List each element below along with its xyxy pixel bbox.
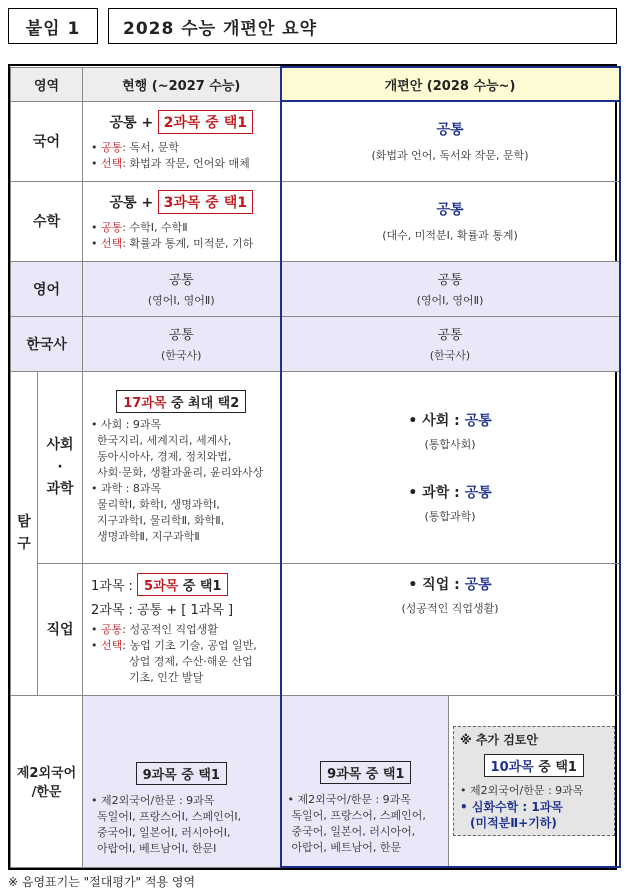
soc-line-2: 동아시아사, 경제, 정치와법, (97, 449, 232, 463)
job1-box: 5과목 (144, 578, 179, 594)
math-c-label: 공통 (101, 221, 123, 234)
new-sci-s: (통합과학) (424, 510, 476, 523)
area-inquiry (11, 371, 38, 695)
area-korean: 국어 (11, 101, 83, 181)
math-new-sub: (대수, 미적분Ⅰ, 확률과 통계) (382, 229, 518, 242)
add-box-a: 10과목 (490, 759, 534, 775)
lang-add (449, 695, 620, 867)
korean-new-title: 공통 (436, 122, 464, 139)
new-sci-a: • 과학 : (408, 485, 465, 501)
sub-socsci-c: 과학 (46, 481, 74, 497)
math-cur-box: 3과목 중 택1 (158, 190, 253, 214)
lang-cur-l2: 중국어Ⅰ, 일본어Ⅰ, 러시아어Ⅰ, (97, 825, 231, 839)
korean-c: : 독서, 문학 (122, 141, 179, 154)
job-s3: 기초, 인간 발달 (129, 670, 204, 684)
new-soc-s: (통합사회) (424, 438, 476, 451)
soc-line-1: 한국지리, 세계지리, 세계사, (97, 433, 232, 447)
row-math (11, 181, 620, 261)
lang-cur-l1: 독일어Ⅰ, 프랑스어Ⅰ, 스페인어Ⅰ, (97, 809, 242, 823)
job-s-label: 선택 (101, 638, 123, 652)
col-area: 영역 (11, 67, 83, 101)
job-s: : 농업 기초 기술, 공업 일반, (122, 638, 257, 652)
row-history (11, 316, 620, 371)
lang-new (281, 695, 449, 867)
korean-s-label: 선택 (101, 157, 123, 170)
math-new (281, 181, 620, 261)
lang-new-l2: 중국어, 일본어, 러시아어, (291, 825, 416, 838)
lang-cur-h: • 제2외국어/한문 : 9과목 (91, 793, 215, 807)
lang-new-l3: 아랍어, 베트남어, 한문 (291, 841, 402, 854)
area-history: 한국사 (11, 316, 83, 371)
col-new: 개편안 (2028 수능~) (281, 67, 620, 101)
korean-s: : 화법과 작문, 언어와 매체 (122, 157, 250, 170)
math-new-title: 공통 (436, 202, 464, 218)
summary-table (8, 64, 617, 870)
add-box-b: 중 택1 (533, 759, 577, 775)
english-cur-s: (영어Ⅰ, 영어Ⅱ) (147, 294, 215, 307)
new-job-s: (성공적인 직업생활) (401, 601, 499, 615)
math-s: : 확률과 통계, 미적분, 기하 (122, 237, 254, 250)
area-english: 영어 (11, 261, 83, 316)
row-inquiry-socsci (11, 371, 620, 563)
english-new-t: 공통 (437, 273, 463, 288)
new-soc-b: 공통 (464, 413, 492, 429)
add-title: ※ 추가 검토안 (460, 732, 538, 747)
soc-head: • 사회 : 9과목 (91, 417, 162, 431)
area-2nd-language (11, 695, 83, 867)
job-new (281, 563, 620, 695)
row-english (11, 261, 620, 316)
additional-review-box (453, 726, 615, 836)
english-new-s: (영어Ⅰ, 영어Ⅱ) (416, 294, 484, 307)
sub-socsci (38, 371, 83, 563)
page-title: 2028 수능 개편안 요약 (108, 8, 617, 44)
row-korean (11, 101, 620, 181)
lang-new-l1: 독일어, 프랑스어, 스페인어, (291, 809, 426, 822)
history-cur-s: (한국사) (161, 349, 202, 362)
lang-cur-l3: 아랍어Ⅰ, 베트남어Ⅰ, 한문Ⅰ (97, 841, 217, 855)
area-lang-b: /한문 (31, 785, 62, 800)
sci-line-1: 물리학Ⅰ, 화학Ⅰ, 생명과학Ⅰ, (97, 497, 220, 511)
socsci-new (281, 371, 620, 563)
row-inquiry-job (11, 563, 620, 695)
job-c-label: 공통 (101, 622, 123, 636)
english-cur-t: 공통 (168, 273, 194, 288)
col-current: 현행 (~2027 수능) (83, 67, 281, 101)
socsci-box-a: 17과목 (123, 395, 167, 411)
area-inquiry-label: 탐구 (17, 514, 31, 552)
new-sci-b: 공통 (464, 485, 492, 501)
new-soc-a: • 사회 : (408, 413, 465, 429)
korean-c-label: 공통 (101, 141, 123, 154)
job-c: : 성공적인 직업생활 (122, 622, 218, 636)
row-2nd-language (11, 695, 620, 867)
footnote: ※ 음영표기는 "절대평가" 적용 영역 (8, 875, 196, 889)
job1-b: 중 택1 (178, 578, 222, 594)
area-math: 수학 (11, 181, 83, 261)
lang-current (83, 695, 281, 867)
math-c: : 수학Ⅰ, 수학Ⅱ (122, 221, 188, 234)
sci-line-2: 지구과학Ⅰ, 물리학Ⅱ, 화학Ⅱ, (97, 513, 225, 527)
korean-new (281, 101, 620, 181)
area-lang-a: 제2외국어 (16, 766, 77, 781)
history-cur-t: 공통 (168, 328, 194, 343)
korean-current: 공통 + 2과목 중 택1 • 공통: 독서, 문학 • 선택: 화법과 작문, 언어와 매체 (83, 101, 281, 181)
korean-cur-a: 공통 + (109, 115, 154, 131)
history-current (83, 316, 281, 371)
lang-new-h: • 제2외국어/한문 : 9과목 (287, 793, 411, 806)
header-row (11, 67, 620, 101)
sub-socsci-a: 사회 (46, 437, 74, 453)
job1-a: 1과목 : (91, 578, 133, 594)
job-s2: 상업 경제, 수산·해운 산업 (129, 654, 253, 668)
appendix-label: 붙임 1 (8, 8, 98, 44)
new-job-a: • 직업 : (408, 576, 465, 593)
korean-new-sub: (화법과 언어, 독서와 작문, 문학) (371, 149, 529, 163)
math-s-label: 선택 (101, 237, 123, 250)
sub-job: 직업 (38, 563, 83, 695)
sci-line-3: 생명과학Ⅱ, 지구과학Ⅱ (97, 529, 200, 543)
lang-new-box: 9과목 중 택1 (320, 761, 411, 784)
add-s-a: • 심화수학 : 1과목 (460, 799, 563, 814)
korean-cur-box: 2과목 중 택1 (158, 110, 253, 134)
english-current (83, 261, 281, 316)
math-current: 공통 + 3과목 중 택1 • 공통: 수학Ⅰ, 수학Ⅱ • 선택: 확률과 통계, 미적분, 기하 (83, 181, 281, 261)
history-new-s: (한국사) (429, 349, 471, 362)
lang-cur-box: 9과목 중 택1 (136, 762, 227, 785)
job-current: 1과목 : 5과목 중 택1 2과목 : 공통 + [ 1과목 ] • 공통: 성공적인 직업생활 • 선택: 농업 기초 기술, 공업 일반, 상업 경제, 수산·해운 산업 기초, 인간 발달 (83, 563, 281, 695)
add-s-b: (미적분Ⅱ+기하) (470, 815, 557, 830)
new-job-b: 공통 (464, 576, 492, 593)
add-h: • 제2외국어/한문 : 9과목 (460, 783, 584, 797)
sub-socsci-b: · (57, 459, 63, 475)
socsci-box-b: 중 최대 택2 (166, 395, 240, 411)
math-cur-a: 공통 + (109, 195, 154, 211)
socsci-current (83, 371, 281, 563)
history-new (281, 316, 620, 371)
soc-line-3: 사회·문화, 생활과윤리, 윤리와사상 (97, 465, 264, 479)
history-new-t: 공통 (437, 328, 463, 343)
sci-head: • 과학 : 8과목 (91, 481, 162, 495)
english-new (281, 261, 620, 316)
job2: 2과목 : 공통 + [ 1과목 ] (91, 602, 234, 618)
